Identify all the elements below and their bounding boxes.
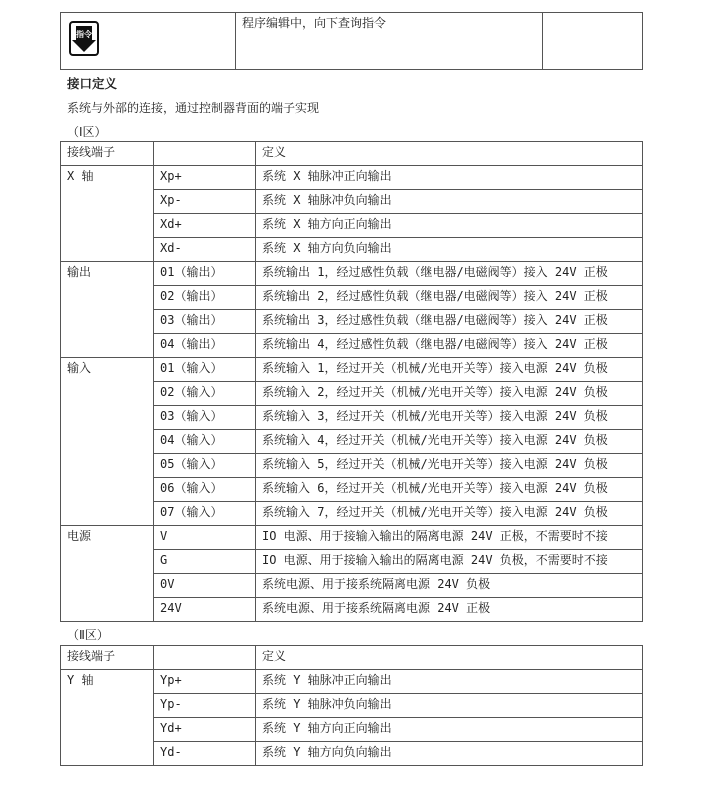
terminal-cell: 01（输出） xyxy=(154,262,256,286)
terminal-cell: 02（输出） xyxy=(154,286,256,310)
terminal-cell: G xyxy=(154,550,256,574)
header-row xyxy=(61,646,643,670)
definition-cell: 系统电源、用于接系统隔离电源 24V 负极 xyxy=(256,574,643,598)
zone2-label: （Ⅱ区） xyxy=(67,628,109,642)
terminal-cell: Xp+ xyxy=(154,166,256,190)
table-row xyxy=(61,526,643,550)
group-name-cell: X 轴 xyxy=(61,166,154,262)
group-name-cell: Y 轴 xyxy=(61,670,154,766)
icon-label: 指令 xyxy=(76,30,92,39)
definition-cell: 系统 Y 轴脉冲负向输出 xyxy=(256,694,643,718)
terminal-cell: Yd+ xyxy=(154,718,256,742)
terminal-cell: 03（输入） xyxy=(154,406,256,430)
command-description: 程序编辑中，向下查询指令 xyxy=(236,13,543,70)
terminal-cell: 03（输出） xyxy=(154,310,256,334)
terminal-cell: Xd+ xyxy=(154,214,256,238)
terminal-cell: Xp- xyxy=(154,190,256,214)
terminal-cell: 02（输入） xyxy=(154,382,256,406)
definition-cell: 系统输入 7，经过开关（机械/光电开关等）接入电源 24V 负极 xyxy=(256,502,643,526)
table-row xyxy=(61,166,643,190)
definition-cell: 系统输入 4，经过开关（机械/光电开关等）接入电源 24V 负极 xyxy=(256,430,643,454)
intro-text: 系统与外部的连接，通过控制器背面的端子实现 xyxy=(67,101,320,115)
definition-cell: 系统输出 1，经过感性负载（继电器/电磁阀等）接入 24V 正极 xyxy=(256,262,643,286)
definition-cell: 系统输入 6，经过开关（机械/光电开关等）接入电源 24V 负极 xyxy=(256,478,643,502)
terminal-cell: V xyxy=(154,526,256,550)
terminal-cell: Yp+ xyxy=(154,670,256,694)
terminal-cell: 06（输入） xyxy=(154,478,256,502)
zone1-table xyxy=(60,141,643,622)
definition-cell: 系统 X 轴脉冲正向输出 xyxy=(256,166,643,190)
header-cell: 接线端子 xyxy=(61,142,154,166)
definition-cell: 系统 Y 轴方向正向输出 xyxy=(256,718,643,742)
header-cell xyxy=(154,142,256,166)
header-cell: 定义 xyxy=(256,646,643,670)
empty-cell xyxy=(543,13,643,70)
group-name-cell: 电源 xyxy=(61,526,154,622)
definition-cell: 系统输入 5，经过开关（机械/光电开关等）接入电源 24V 负极 xyxy=(256,454,643,478)
group-name-cell: 输出 xyxy=(61,262,154,358)
terminal-cell: 05（输入） xyxy=(154,454,256,478)
definition-cell: 系统输入 2，经过开关（机械/光电开关等）接入电源 24V 负极 xyxy=(256,382,643,406)
table-row xyxy=(61,358,643,382)
header-cell xyxy=(154,646,256,670)
table-row xyxy=(61,670,643,694)
terminal-cell: Yd- xyxy=(154,742,256,766)
definition-cell: 系统 X 轴方向负向输出 xyxy=(256,238,643,262)
definition-cell: 系统输出 3，经过感性负载（继电器/电磁阀等）接入 24V 正极 xyxy=(256,310,643,334)
definition-cell: 系统输入 3，经过开关（机械/光电开关等）接入电源 24V 负极 xyxy=(256,406,643,430)
definition-cell: 系统输入 1，经过开关（机械/光电开关等）接入电源 24V 负极 xyxy=(256,358,643,382)
definition-cell: 系统输出 4，经过感性负载（继电器/电磁阀等）接入 24V 正极 xyxy=(256,334,643,358)
definition-cell: 系统电源、用于接系统隔离电源 24V 正极 xyxy=(256,598,643,622)
terminal-cell: 04（输出） xyxy=(154,334,256,358)
icon-cell xyxy=(61,13,236,70)
section-title: 接口定义 xyxy=(67,76,118,91)
terminal-cell: 04（输入） xyxy=(154,430,256,454)
zone2-table xyxy=(60,645,643,766)
terminal-cell: Xd- xyxy=(154,238,256,262)
definition-cell: 系统 X 轴方向正向输出 xyxy=(256,214,643,238)
definition-cell: 系统 Y 轴方向负向输出 xyxy=(256,742,643,766)
terminal-cell: 24V xyxy=(154,598,256,622)
group-name-cell: 输入 xyxy=(61,358,154,526)
table-row xyxy=(61,262,643,286)
command-table xyxy=(60,12,643,70)
definition-cell: 系统 Y 轴脉冲正向输出 xyxy=(256,670,643,694)
header-row xyxy=(61,142,643,166)
terminal-cell: 01（输入） xyxy=(154,358,256,382)
definition-cell: IO 电源、用于接输入输出的隔离电源 24V 负极，不需要时不接 xyxy=(256,550,643,574)
header-cell: 定义 xyxy=(256,142,643,166)
definition-cell: 系统输出 2，经过感性负载（继电器/电磁阀等）接入 24V 正极 xyxy=(256,286,643,310)
zone1-label: （Ⅰ区） xyxy=(67,125,107,139)
terminal-cell: 0V xyxy=(154,574,256,598)
terminal-cell: Yp- xyxy=(154,694,256,718)
definition-cell: 系统 X 轴脉冲负向输出 xyxy=(256,190,643,214)
header-cell: 接线端子 xyxy=(61,646,154,670)
down-arrow-command-icon xyxy=(69,21,99,56)
definition-cell: IO 电源、用于接输入输出的隔离电源 24V 正极，不需要时不接 xyxy=(256,526,643,550)
terminal-cell: 07（输入） xyxy=(154,502,256,526)
